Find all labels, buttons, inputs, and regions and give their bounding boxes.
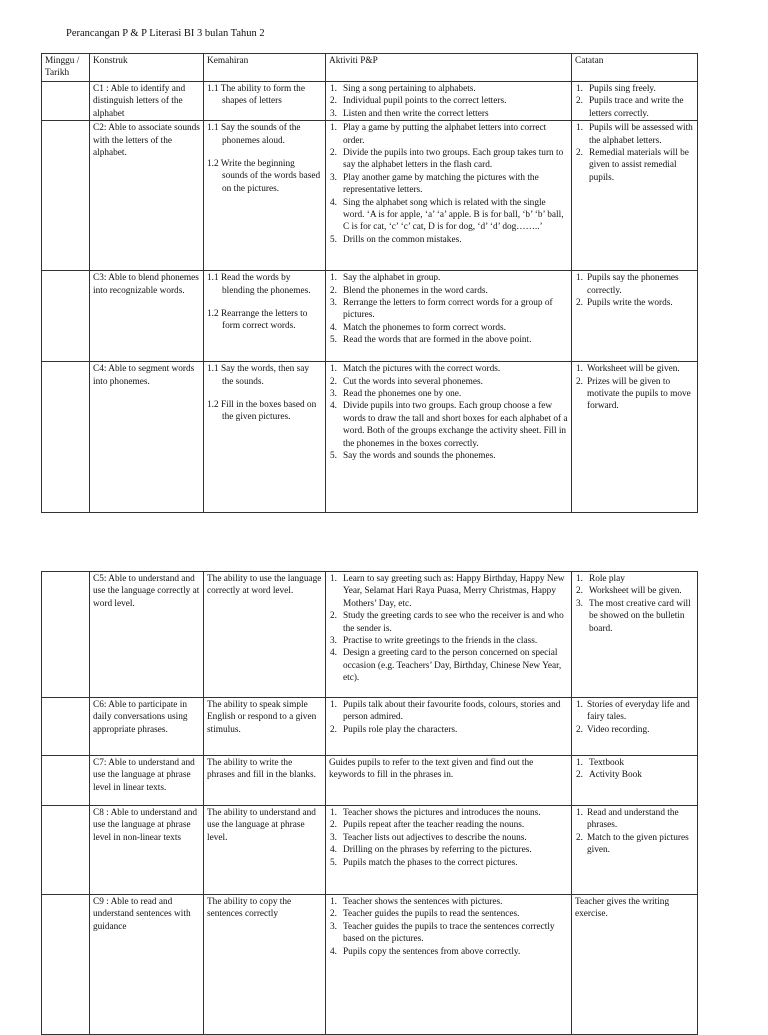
header-konstruk: Konstruk (90, 54, 204, 82)
activity-item: Say the words and sounds the phonemes. (343, 451, 496, 462)
table-row (42, 572, 698, 698)
aktiviti-cell (326, 895, 572, 1035)
skill-item: 1.2 Fill in the boxes based on the given pictures. (207, 400, 317, 423)
konstruk-cell: C8 : Able to understand and use the language at phrase level in non-linear texts (90, 806, 204, 895)
aktiviti-cell (326, 271, 572, 362)
konstruk-cell: C4: Able to segment words into phonemes. (90, 362, 204, 513)
note-item: Pupils trace and write the letters correctly. (589, 96, 684, 119)
week-cell (42, 698, 90, 756)
skill-item: 1.1 Say the words, then say the sounds. (207, 364, 309, 387)
lesson-plan-table-2 (41, 571, 698, 1035)
activity-item: Practise to write greetings to the friends in the class. (343, 636, 538, 647)
activity-item: Design a greeting card to the person concerned on special occasion (e.g. Teachers’ Day, Birthday, Chinese New Year, etc). (343, 648, 562, 684)
skill-item: 1.1 Read the words by blending the phonemes. (207, 273, 311, 296)
note-item: Role play (589, 574, 625, 584)
kemahiran-cell (204, 271, 326, 362)
week-cell (42, 806, 90, 895)
konstruk-cell: C9 : Able to read and understand sentences with guidance (90, 895, 204, 1035)
activity-item: Play another game by matching the pictures with the representative letters. (343, 172, 539, 196)
activity-item: Teacher guides the pupils to trace the sentences correctly based on the pictures. (343, 921, 555, 945)
table-row (42, 82, 698, 121)
header-aktiviti: Aktiviti P&P (326, 54, 572, 82)
kemahiran-cell (204, 362, 326, 513)
note-item: Pupils sing freely. (589, 84, 656, 94)
note-item: The most creative card will be showed on the bulletin board. (589, 598, 691, 634)
activity-item: Read the phonemes one by one. (343, 389, 462, 400)
activity-item: Teacher shows the pictures and introduces the nouns. (343, 808, 541, 818)
note-item: Read and understand the phrases. (587, 808, 679, 831)
konstruk-cell: C7: Able to understand and use the language at phrase level in linear texts. (90, 756, 204, 806)
header-minggu: Minggu / Tarikh (42, 54, 90, 82)
activity-item: Teacher guides the pupils to read the sentences. (343, 909, 520, 920)
activity-item: Study the greeting cards to see who the receiver is and who the sender is. (343, 611, 564, 634)
activity-item: Read the words that are formed in the above point. (343, 335, 532, 346)
catatan-cell (572, 756, 698, 806)
catatan-cell (572, 806, 698, 895)
activity-item: Drilling on the phrases by referring to the pictures. (343, 845, 532, 856)
aktiviti-cell (326, 572, 572, 698)
skill-item: 1.1 The ability to form the shapes of letters (207, 84, 305, 107)
catatan-cell (572, 82, 698, 121)
table-row (42, 121, 698, 271)
kemahiran-cell: The ability to use the language correctly at word level. (204, 572, 326, 698)
activity-item: Divide the pupils into two groups. Each group takes turn to say the alphabet letters in the flash card. (343, 148, 564, 171)
note-item: Pupils will be assessed with the alphabet letters. (589, 123, 693, 146)
note-item: Remedial materials will be given to assist remedial pupils. (589, 148, 689, 183)
aktiviti-cell (326, 121, 572, 271)
week-cell (42, 82, 90, 121)
week-cell (42, 271, 90, 362)
catatan-cell (572, 572, 698, 698)
activity-item: Sing a song pertaining to alphabets. (343, 84, 476, 94)
catatan-cell (572, 271, 698, 362)
konstruk-cell: C6: Able to participate in daily conversations using appropriate phrases. (90, 698, 204, 756)
week-cell (42, 121, 90, 271)
activity-item: Blend the phonemes in the word cards. (343, 285, 488, 296)
aktiviti-cell: Guides pupils to refer to the text given and find out the keywords to fill in the phrases in. (326, 756, 572, 806)
konstruk-cell: C1 : Able to identify and distinguish letters of the alphabet (90, 82, 204, 121)
note-item: Activity Book (589, 770, 642, 781)
activity-item: Teacher lists out adjectives to describe the nouns. (343, 832, 527, 843)
week-cell (42, 362, 90, 513)
table-row (42, 806, 698, 895)
aktiviti-cell (326, 806, 572, 895)
catatan-cell (572, 121, 698, 271)
document-title: Perancangan P & P Literasi BI 3 bulan Tahun 2 (66, 28, 265, 39)
activity-item: Sing the alphabet song which is related with the single word. ‘A is for apple, ‘a’ ‘a’ apple. B is for ball, ‘b’ ‘b’ ball, C is for cat, ‘c’ ‘c’ cat, D is for dog, ‘d’ ‘d’ dog……..’ (343, 197, 564, 233)
catatan-cell (572, 362, 698, 513)
aktiviti-cell (326, 362, 572, 513)
lesson-plan-table-1 (41, 53, 698, 513)
header-catatan: Catatan (572, 54, 698, 82)
konstruk-cell: C5: Able to understand and use the language correctly at word level. (90, 572, 204, 698)
note-item: Match to the given pictures given. (587, 832, 689, 856)
activity-item: Match the phonemes to form correct words. (343, 322, 506, 333)
table-header-row (42, 54, 698, 82)
activity-item: Pupils role play the characters. (343, 724, 458, 735)
note-item: Worksheet will be given. (587, 364, 680, 375)
skill-item: 1.2 Rearrange the letters to form correct words. (207, 309, 308, 332)
activity-item: Learn to say greeting such as: Happy Birthday, Happy New Year, Selamat Hari Raya Puasa, Merry Christmas, Happy Mothers’ Day, etc. (343, 574, 565, 609)
activity-item: Match the pictures with the correct words. (343, 364, 501, 375)
kemahiran-cell: The ability to write the phrases and fill in the blanks. (204, 756, 326, 806)
konstruk-cell: C3: Able to blend phonemes into recognizable words. (90, 271, 204, 362)
note-item: Textbook (589, 758, 624, 768)
note-item: Video recording. (587, 724, 650, 735)
note-item: Stories of everyday life and fairy tales. (587, 700, 690, 723)
activity-item: Say the alphabet in group. (343, 273, 441, 284)
activity-item: Divide pupils into two groups. Each group choose a few words to draw the tall and short boxes for each alphabet of a word. Both of the groups exchange the activity sheet. Fill in the phonemes in the boxes correctly. (343, 401, 568, 449)
activity-item: Rerrange the letters to form correct words for a group of pictures. (343, 298, 553, 321)
activity-item: Drills on the common mistakes. (343, 234, 462, 245)
kemahiran-cell: The ability to understand and use the language at phrase level. (204, 806, 326, 895)
activity-item: Listen and then write the correct letters (343, 108, 489, 119)
activity-item: Cut the words into several phonemes. (343, 376, 483, 387)
activity-item: Pupils match the phases to the correct pictures. (343, 857, 518, 868)
table-row (42, 698, 698, 756)
skill-item: 1.1 Say the sounds of the phonemes aloud. (207, 123, 301, 146)
skill-item: 1.2 Write the beginning sounds of the words based on the pictures. (207, 159, 321, 194)
note-item: Pupils say the phonemes correctly. (587, 273, 679, 296)
activity-item: Individual pupil points to the correct letters. (343, 96, 507, 107)
header-kemahiran: Kemahiran (204, 54, 326, 82)
table-row (42, 362, 698, 513)
activity-item: Pupils repeat after the teacher reading the nouns. (343, 820, 525, 831)
konstruk-cell: C2: Able to associate sounds with the letters of the alphabet. (90, 121, 204, 271)
activity-item: Pupils talk about their favourite foods, colours, stories and person admired. (343, 700, 561, 723)
table-row (42, 756, 698, 806)
catatan-cell (572, 698, 698, 756)
catatan-cell: Teacher gives the writing exercise. (572, 895, 698, 1035)
table-row (42, 271, 698, 362)
activity-item: Play a game by putting the alphabet letters into correct order. (343, 123, 547, 146)
activity-item: Teacher shows the sentences with pictures. (343, 897, 503, 907)
week-cell (42, 572, 90, 698)
note-item: Pupils write the words. (587, 298, 673, 309)
kemahiran-cell (204, 121, 326, 271)
aktiviti-cell (326, 82, 572, 121)
note-item: Worksheet will be given. (589, 586, 682, 597)
week-cell (42, 756, 90, 806)
activity-item: Pupils copy the sentences from above correctly. (343, 946, 521, 957)
kemahiran-cell (204, 82, 326, 121)
table-row (42, 895, 698, 1035)
kemahiran-cell: The ability to copy the sentences correctly (204, 895, 326, 1035)
aktiviti-cell (326, 698, 572, 756)
kemahiran-cell: The ability to speak simple English or respond to a given stimulus. (204, 698, 326, 756)
week-cell (42, 895, 90, 1035)
note-item: Prizes will be given to motivate the pupils to move forward. (587, 376, 691, 412)
